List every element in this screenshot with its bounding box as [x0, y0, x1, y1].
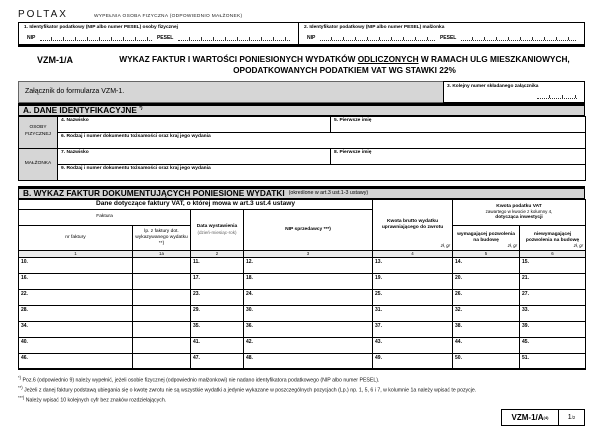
cell-number: 50. [455, 354, 462, 361]
attachment-number-input[interactable] [537, 93, 577, 99]
field-label: 9. Rodzaj i numer dokumentu tożsamości oraz kraj jego wydania [61, 165, 211, 171]
invoice-cell-lp[interactable] [133, 305, 191, 321]
invoice-cell-47[interactable] [191, 353, 244, 369]
spouse-document-field[interactable] [58, 164, 586, 180]
invoice-cell-17[interactable] [191, 273, 244, 289]
pesel-label: PESEL [156, 35, 174, 41]
invoice-cell-35[interactable] [191, 321, 244, 337]
poltax-logo: POLTAX [18, 9, 68, 20]
invoice-table-row [19, 305, 586, 321]
invoice-cell-16[interactable] [19, 273, 133, 289]
person-pesel-input[interactable] [178, 35, 290, 41]
person-identifier-label: 1. Identyfikator podatkowy (NIP albo numer PESEL) osoby fizycznej [24, 25, 178, 30]
cell-number: 48. [246, 354, 253, 361]
invoice-cell-49[interactable] [373, 353, 453, 369]
col-header-seller-nip: NIP sprzedawcy ***) [244, 209, 373, 250]
invoice-cell-lp[interactable] [133, 289, 191, 305]
cell-number: 43. [375, 338, 382, 345]
cell-number: 47. [193, 354, 200, 361]
cell-number: 22. [21, 290, 28, 297]
footer-version: (4) [543, 415, 549, 421]
person-firstname-field[interactable] [331, 116, 586, 132]
cell-number: 25. [375, 290, 382, 297]
cell-number: 42. [246, 338, 253, 345]
invoice-cell-28[interactable] [19, 305, 133, 321]
cell-number: 32. [455, 306, 462, 313]
nip-label: NIP [307, 35, 316, 41]
invoice-table-row [19, 321, 586, 337]
pesel-label: PESEL [439, 35, 457, 41]
spouse-identifier-box [299, 23, 584, 44]
cell-number: 14. [455, 258, 462, 265]
cell-number: 24. [246, 290, 253, 297]
field-label: 8. Pierwsze imię [334, 149, 372, 155]
invoice-cell-42[interactable] [244, 337, 373, 353]
spouse-firstname-field[interactable] [331, 148, 586, 164]
invoice-cell-22[interactable] [19, 289, 133, 305]
person-identifier-box [19, 23, 299, 44]
field-label: 6. Rodzaj i numer dokumentu tożsamości oraz kraj jego wydania [61, 133, 211, 139]
invoice-cell-40[interactable] [19, 337, 133, 353]
attachment-number-box [443, 81, 585, 103]
section-b-title: B. WYKAZ FAKTUR DOKUMENTUJĄCYCH PONIESIONE WYDATKI [23, 188, 285, 199]
invoice-cell-21[interactable] [520, 273, 586, 289]
invoice-cell-45[interactable] [520, 337, 586, 353]
attachment-bar [18, 81, 585, 103]
cell-number: 33. [522, 306, 529, 313]
column-number-row [19, 250, 586, 257]
col-header-vat-amount [453, 199, 586, 225]
invoice-cell-20[interactable] [453, 273, 520, 289]
invoice-table-row [19, 257, 586, 273]
invoice-cell-41[interactable] [191, 337, 244, 353]
title-text: WYKAZ FAKTUR I WARTOŚCI PONIESIONYCH WYDATKÓW [119, 54, 358, 64]
invoice-cell-34[interactable] [19, 321, 133, 337]
vzm-1a-form [18, 0, 585, 426]
cell-number: 39. [522, 322, 529, 329]
invoice-cell-37[interactable] [373, 321, 453, 337]
identification-table [18, 116, 586, 181]
cell-number: 11. [193, 258, 200, 265]
invoice-cell-43[interactable] [373, 337, 453, 353]
invoice-cell-26[interactable] [453, 289, 520, 305]
title-underlined-word: ODLICZONYCH [357, 54, 419, 64]
cell-number: 35. [193, 322, 200, 329]
cell-number: 31. [375, 306, 382, 313]
cell-number: 21. [522, 274, 529, 281]
section-a-marker: *) [139, 105, 143, 111]
invoice-cell-27[interactable] [520, 289, 586, 305]
cell-number: 38. [455, 322, 462, 329]
invoice-table-row [19, 353, 586, 369]
issue-date-subtitle: (dzień-miesiąc-rok) [197, 229, 237, 235]
footer-page-total: /2 [571, 415, 576, 421]
cell-number: 28. [21, 306, 28, 313]
form-title [104, 54, 585, 76]
currency-label: zł, gr [440, 243, 451, 249]
currency-label: zł, gr [507, 243, 518, 249]
form-code: VZM-1/A [37, 55, 73, 65]
invoice-cell-12[interactable] [244, 257, 373, 273]
invoice-cell-lp[interactable] [133, 273, 191, 289]
person-group-label: OSOBY FIZYCZNEJ [19, 116, 58, 148]
invoice-cell-14[interactable] [453, 257, 520, 273]
cell-number: 15. [522, 258, 529, 265]
invoice-cell-44[interactable] [453, 337, 520, 353]
column-number: 4 [373, 250, 453, 257]
footnote-text: Poz.6 (odpowiednio 9) należy wypełnić, jeżeli osobie fizycznej (odpowiednio małżonkowi) nie nadano identyfikatora podatkowego (NIP albo numer PESEL). [22, 377, 380, 384]
field-label: 4. Nazwisko [61, 117, 89, 123]
field-label: 7. Nazwisko [61, 149, 89, 155]
invoice-cell-15[interactable] [520, 257, 586, 273]
cell-number: 36. [246, 322, 253, 329]
cell-number: 46. [21, 354, 28, 361]
spouse-pesel-input[interactable] [461, 35, 576, 41]
cell-number: 16. [21, 274, 28, 281]
vat-invoice-span-header: Dane dotyczące faktury VAT, o której mowa w art.3 ust.4 ustawy [19, 199, 373, 209]
invoice-cell-19[interactable] [373, 273, 453, 289]
issue-date-title: Data wystawienia [196, 223, 238, 229]
brand-row [18, 9, 585, 22]
invoice-table-row [19, 337, 586, 353]
invoice-cell-13[interactable] [373, 257, 453, 273]
cell-number: 17. [193, 274, 200, 281]
cell-number: 19. [375, 274, 382, 281]
invoice-cell-38[interactable] [453, 321, 520, 337]
cell-number: 49. [375, 354, 382, 361]
column-number: 1a [133, 250, 191, 257]
attachment-note: Załącznik do formularza VZM-1. [18, 81, 443, 103]
cell-number: 41. [193, 338, 200, 345]
invoice-cell-51[interactable] [520, 353, 586, 369]
invoice-cell-50[interactable] [453, 353, 520, 369]
column-number: 2 [191, 250, 244, 257]
footnotes [18, 375, 585, 405]
invoice-cell-48[interactable] [244, 353, 373, 369]
cell-number: 27. [522, 290, 529, 297]
field-label: 5. Pierwsze imię [334, 117, 372, 123]
cell-number: 29. [193, 306, 200, 313]
cell-number: 26. [455, 290, 462, 297]
col-header-invoice-number: nr faktury [19, 225, 133, 250]
col-header-invoice: Faktura [19, 209, 191, 225]
column-number: 1 [19, 250, 133, 257]
cell-number: 37. [375, 322, 382, 329]
column-number: 6 [520, 250, 586, 257]
invoice-table-row [19, 289, 586, 305]
title-line2: OPODATKOWANYCH PODATKIEM VAT WG STAWKI 22% [233, 64, 456, 75]
footnote-marker: *) [18, 375, 22, 381]
invoice-cell-lp[interactable] [133, 321, 191, 337]
invoice-cell-31[interactable] [373, 305, 453, 321]
cell-number: 45. [522, 338, 529, 345]
invoice-cell-46[interactable] [19, 353, 133, 369]
person-identifier-entry [19, 30, 298, 44]
invoice-cell-39[interactable] [520, 321, 586, 337]
cell-number: 18. [246, 274, 253, 281]
footer-form-code: VZM-1/A (4) [502, 410, 559, 425]
section-b-note: (określone w art.3 ust.1-3 ustawy) [288, 190, 369, 197]
col-header-vat-permit-required: wymagającej pozwolenia na budowę zł, gr [453, 225, 520, 250]
invoice-cell-32[interactable] [453, 305, 520, 321]
invoice-cell-24[interactable] [244, 289, 373, 305]
column-number: 5 [453, 250, 520, 257]
vat-subtitle-2: dotycząca inwestycji [495, 214, 543, 220]
section-b-header [18, 186, 585, 199]
currency-label: zł, gr [573, 243, 584, 249]
invoice-cell-29[interactable] [191, 305, 244, 321]
nip-label: NIP [27, 35, 36, 41]
col-header-issue-date [191, 209, 244, 250]
invoice-cell-25[interactable] [373, 289, 453, 305]
footnote-2 [18, 385, 585, 395]
cell-number: 44. [455, 338, 462, 345]
spouse-surname-field[interactable] [58, 148, 331, 164]
footnote-text: Jeżeli z danej faktury podstawą ubiegania się o kwotę zwrotu nie są wszystkie wydatki a jedynie wykazane w poszczególnych pozycjach (Lp.) np. 1, 5, 6 i 7, w kolumnie 1a należy wpisać te pozycje. [24, 387, 477, 394]
attachment-number-label: 3. Kolejny numer składanego załącznika [447, 83, 539, 89]
invoice-table [18, 199, 586, 371]
column-number: 3 [244, 250, 373, 257]
spouse-identifier-label: 2. Identyfikator podatkowy (NIP albo numer PESEL) małżonka [304, 25, 445, 30]
footer-page-number: 1 /2 [567, 414, 576, 422]
invoice-cell-18[interactable] [244, 273, 373, 289]
cell-number: 13. [375, 258, 382, 265]
invoice-table-row [19, 273, 586, 289]
invoice-cell-11[interactable] [191, 257, 244, 273]
cell-number: 40. [21, 338, 28, 345]
footer-box [501, 409, 585, 426]
invoice-cell-lp[interactable] [133, 257, 191, 273]
form-title-row [18, 54, 585, 76]
cell-number: 10. [21, 258, 28, 265]
cell-number: 23. [193, 290, 200, 297]
invoice-cell-10[interactable] [19, 257, 133, 273]
col-header-gross-amount: Kwota brutto wydatku uprawniającego do zwrotu zł, gr [373, 199, 453, 250]
footnote-1 [18, 375, 585, 385]
spouse-identifier-entry [299, 30, 584, 44]
invoice-cell-lp[interactable] [133, 353, 191, 369]
footnote-text: Należy wpisać 10 kolejnych cyfr bez znaków rozdzielających. [25, 397, 167, 404]
invoice-cell-30[interactable] [244, 305, 373, 321]
invoice-cell-36[interactable] [244, 321, 373, 337]
identifier-row [18, 22, 585, 47]
person-surname-field[interactable] [58, 116, 331, 132]
invoice-cell-23[interactable] [191, 289, 244, 305]
section-a-title: A. DANE IDENTYFIKACYJNE *) [23, 105, 143, 116]
cell-number: 30. [246, 306, 253, 313]
col-header-vat-permit-not-required: niewymagającej pozwolenia na budowę zł, gr [520, 225, 586, 250]
cell-number: 20. [455, 274, 462, 281]
cell-number: 51. [522, 354, 529, 361]
invoice-cell-lp[interactable] [133, 337, 191, 353]
person-document-field[interactable] [58, 132, 586, 148]
footnote-marker: ***) [18, 395, 25, 401]
vat-subtitle-1: zawartego w kwocie z kolumny 4, [485, 209, 553, 215]
footnote-3 [18, 395, 585, 405]
cell-number: 34. [21, 322, 28, 329]
cell-number: 12. [246, 258, 253, 265]
section-a-header [18, 103, 585, 116]
footnote-marker: **) [18, 385, 23, 391]
title-text: W RAMACH ULG MIESZKANIOWYCH, [418, 54, 570, 64]
invoice-cell-33[interactable] [520, 305, 586, 321]
fill-instruction: WYPEŁNIA OSOBA FIZYCZNA (ODPOWIEDNIO MAŁŻONEK) [93, 14, 243, 19]
spouse-nip-input[interactable] [320, 35, 435, 41]
vat-title: Kwota podatku VAT [496, 203, 542, 209]
spouse-group-label: MAŁŻONKA [19, 148, 58, 180]
person-nip-input[interactable] [40, 35, 152, 41]
col-header-item-number: lp. z faktury dot. wykazywanego wydatku **) [133, 225, 191, 250]
